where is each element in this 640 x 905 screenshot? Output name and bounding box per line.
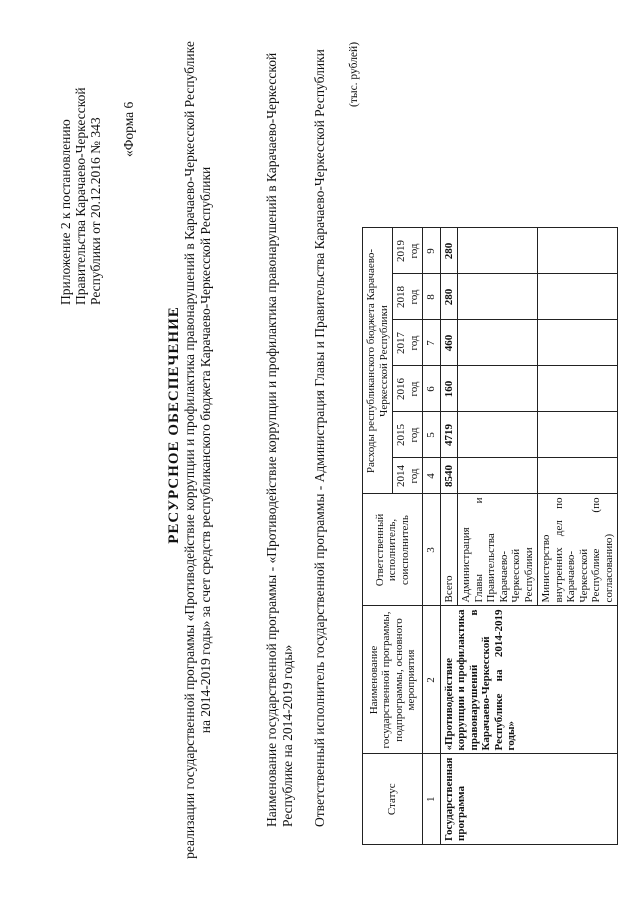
status-cell: Государственная программа [440, 754, 618, 845]
value-cell [538, 366, 618, 412]
units-label: (тыс. рублей) [348, 41, 360, 107]
column-number: 1 [423, 754, 441, 845]
executor-cell: Министерство внутренних дел по Карачаево-Черкесской Республике (по согласованию) [538, 494, 618, 606]
executor-cell: Всего [440, 494, 458, 606]
value-cell [538, 320, 618, 366]
value-cell [538, 458, 618, 494]
value-cell: 8540 [440, 458, 458, 494]
appendix-line-1: Приложение 2 к постановлению [58, 119, 73, 305]
value-cell: 4719 [440, 412, 458, 458]
table-header-row [363, 228, 393, 845]
value-cell [538, 412, 618, 458]
value-cell [538, 228, 618, 274]
appendix-note [58, 87, 103, 305]
form-label: «Форма 6 [121, 101, 136, 157]
header-expenses: Расходы республиканского бюджета Карачаево-Черкесской Республики [363, 228, 393, 494]
header-year: 2014 год [393, 458, 423, 494]
program-name-line: Наименование государственной программы - «Противодействие коррупции и профилактика правонарушений в Карачаево-Черкесской Республике на 2014-2019 годы» [264, 52, 295, 827]
column-number: 3 [423, 494, 441, 606]
column-number: 4 [423, 458, 441, 494]
header-status: Статус [363, 754, 423, 845]
header-year: 2016 год [393, 366, 423, 412]
column-number: 9 [423, 228, 441, 274]
value-cell [458, 458, 538, 494]
value-cell: 460 [440, 320, 458, 366]
value-cell [458, 412, 538, 458]
executor-cell: Администрация Главы и Правительства Карачаево-Черкесской Республики [458, 494, 538, 606]
header-name: Наименование государственной программы, подпрограммы, основного мероприятия [363, 606, 423, 754]
value-cell: 160 [440, 366, 458, 412]
header-year: 2018 год [393, 274, 423, 320]
header-year: 2019 год [393, 228, 423, 274]
appendix-line-3: Республики от 20.12.2016 № 343 [88, 117, 103, 305]
column-number: 8 [423, 274, 441, 320]
header-year: 2015 год [393, 412, 423, 458]
header-executor: Ответственный исполнитель, соисполнитель [363, 494, 423, 606]
value-cell [538, 274, 618, 320]
column-number: 5 [423, 412, 441, 458]
value-cell: 280 [440, 228, 458, 274]
column-number: 2 [423, 606, 441, 754]
appendix-line-2: Правительства Карачаево-Черкесской [73, 87, 88, 305]
document-title: РЕСУРСНОЕ ОБЕСПЕЧЕНИЕ [166, 306, 182, 544]
column-number-row [423, 228, 441, 845]
value-cell [458, 366, 538, 412]
header-year: 2017 год [393, 320, 423, 366]
program-name-cell: «Противодействие коррупции и профилактика правонарушений в Карачаево-Черкесской Республике на 2014-2019 годы» [440, 606, 618, 754]
value-cell: 280 [440, 274, 458, 320]
responsible-executor-line: Ответственный исполнитель государственной программы - Администрация Главы и Правительства Карачаево-Черкесской Республики [312, 49, 327, 827]
column-number: 6 [423, 366, 441, 412]
document-subtitle: реализации государственной программы «Противодействие коррупции и профилактика правонарушений в Карачаево-Черкесской Республике на 2014-2019 годы» за счет средств республиканского бюджета Карачаево-Черкесской Республики [182, 41, 213, 859]
value-cell [458, 228, 538, 274]
value-cell [458, 274, 538, 320]
column-number: 7 [423, 320, 441, 366]
table-row [440, 228, 458, 845]
resource-table [362, 228, 618, 846]
value-cell [458, 320, 538, 366]
